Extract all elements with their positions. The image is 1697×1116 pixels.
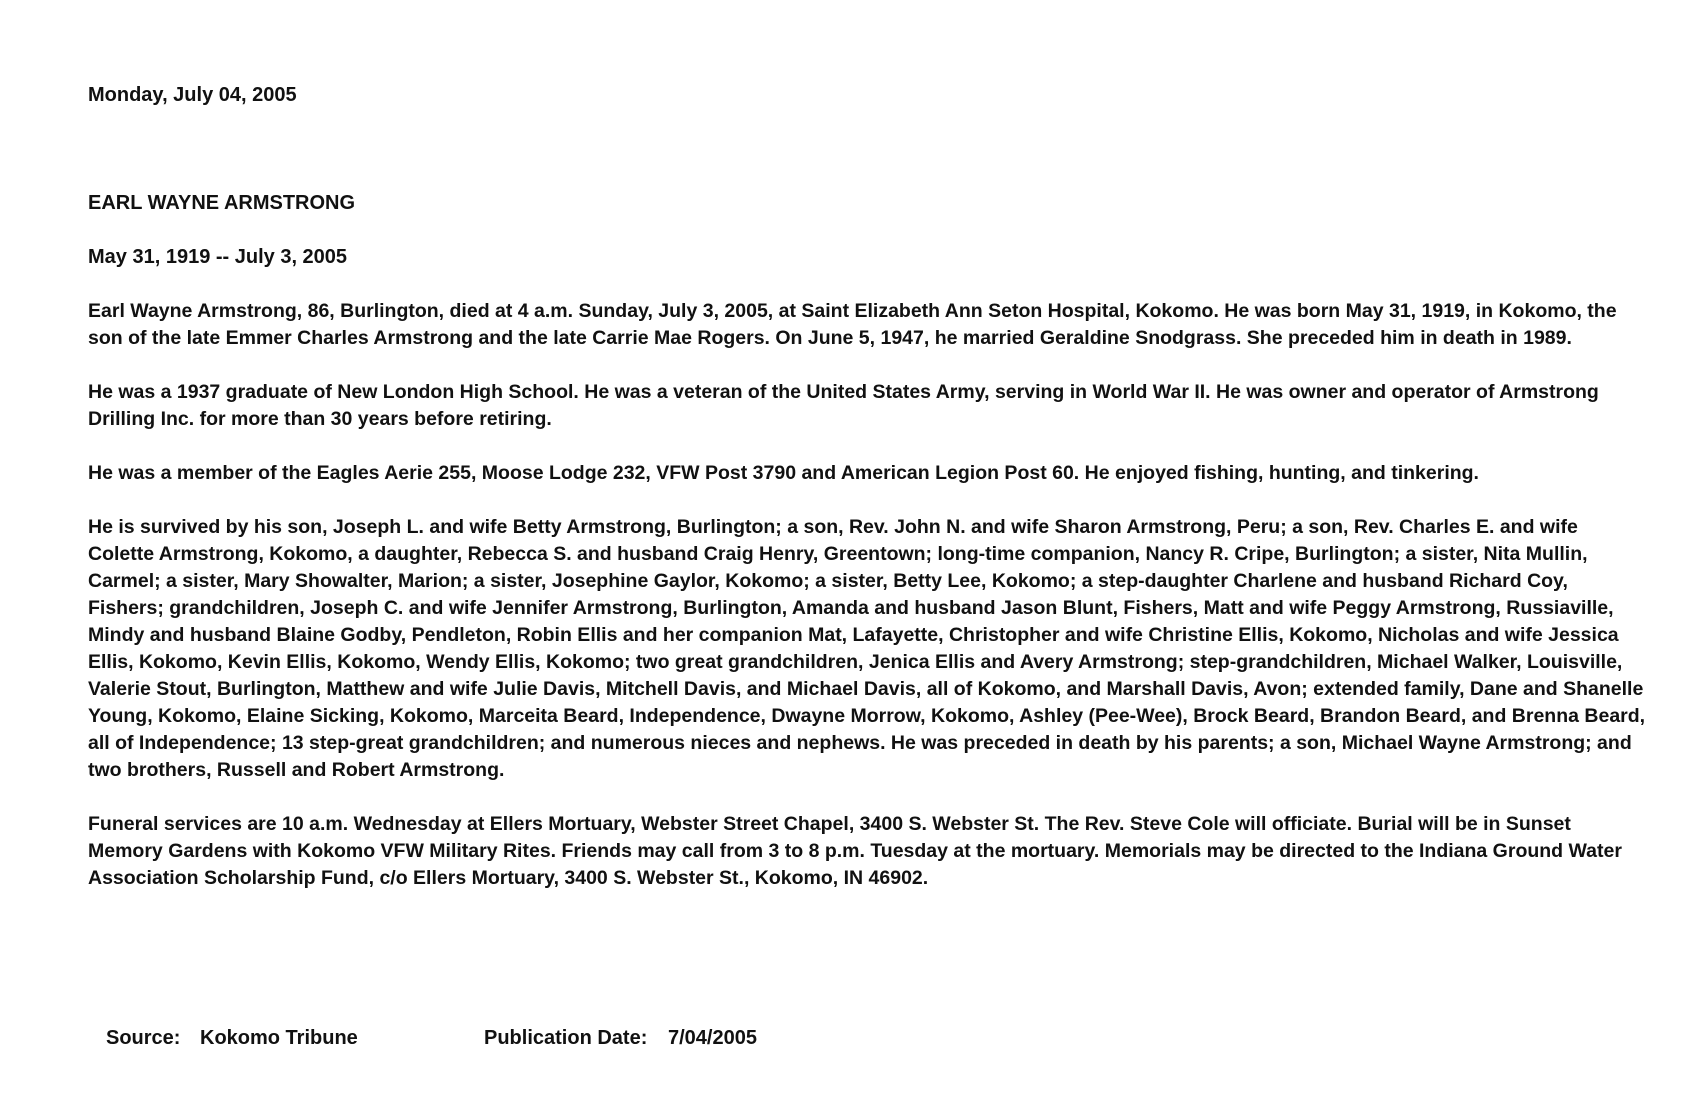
source-value: Kokomo Tribune bbox=[200, 1027, 358, 1049]
publication-date-label: Publication Date: bbox=[484, 1027, 648, 1049]
publication-date-value: 7/04/2005 bbox=[668, 1027, 757, 1049]
paragraph-death-notice: Earl Wayne Armstrong, 86, Burlington, died at 4 a.m. Sunday, July 3, 2005, at Saint Elizabeth Ann Seton Hospital, Kokomo. He was born May 31, 1919, in Kokomo, the son of the late Emmer Charles Armstrong and the late Carrie Mae Rogers. On June 5, 1947, he married Geraldine Snodgrass. She preceded him in death in 1989. bbox=[88, 300, 1617, 349]
paragraph-survivors: He is survived by his son, Joseph L. and wife Betty Armstrong, Burlington; a son, Rev. John N. and wife Sharon Armstrong, Peru; a son, Rev. Charles E. and wife Colette Armstrong, Kokomo, a daughter, Rebecca S. and husband Craig Henry, Greentown; long-time companion, Nancy R. Cripe, Burlington; a sister, Nita Mullin, Carmel; a sister, Mary Showalter, Marion; a sister, Josephine Gaylor, Kokomo; a sister, Betty Lee, Kokomo; a step-daughter Charlene and husband Richard Coy, Fishers; grandchildren, Joseph C. and wife Jennifer Armstrong, Burlington, Amanda and husband Jason Blunt, Fishers, Matt and wife Peggy Armstrong, Russiaville, Mindy and husband Blaine Godby, Pendleton, Robin Ellis and her companion Mat, Lafayette, Christopher and wife Christine Ellis, Kokomo, Nicholas and wife Jessica Ellis, Kokomo, Kevin Ellis, Kokomo, Wendy Ellis, Kokomo; two great grandchildren, Jenica Ellis and Avery Armstrong; step-grandchildren, Michael Walker, Louisville, Valerie Stout, Burlington, Matthew and wife Julie Davis, Mitchell Davis, and Michael Davis, all of Kokomo, and Marshall Davis, Avon; extended family, Dane and Shanelle Young, Kokomo, Elaine Sicking, Kokomo, Marceita Beard, Independence, Dwayne Morrow, Kokomo, Ashley (Pee-Wee), Brock Beard, Brandon Beard, and Brenna Beard, all of Independence; 13 step-great grandchildren; and numerous nieces and nephews. He was preceded in death by his parents; a son, Michael Wayne Armstrong; and two brothers, Russell and Robert Armstrong. bbox=[88, 516, 1646, 781]
paragraph-memberships: He was a member of the Eagles Aerie 255, Moose Lodge 232, VFW Post 3790 and American Legion Post 60. He enjoyed fishing, hunting, and tinkering. bbox=[88, 462, 1479, 484]
paragraph-career: He was a 1937 graduate of New London High School. He was a veteran of the United States Army, serving in World War II. He was owner and operator of Armstrong Drilling Inc. for more than 30 years before retiring. bbox=[88, 381, 1599, 430]
obituary-name: EARL WAYNE ARMSTRONG bbox=[88, 192, 356, 214]
header-date: Monday, July 04, 2005 bbox=[88, 84, 297, 106]
paragraph-services: Funeral services are 10 a.m. Wednesday at Ellers Mortuary, Webster Street Chapel, 3400 S. Webster St. The Rev. Steve Cole will officiate. Burial will be in Sunset Memory Gardens with Kokomo VFW Military Rites. Friends may call from 3 to 8 p.m. Tuesday at the mortuary. Memorials may be directed to the Indiana Ground Water Association Scholarship Fund, c/o Ellers Mortuary, 3400 S. Webster St., Kokomo, IN 46902. bbox=[88, 813, 1622, 889]
obituary-life-dates: May 31, 1919 -- July 3, 2005 bbox=[88, 246, 348, 268]
source-label: Source: bbox=[106, 1027, 181, 1049]
obituary-body bbox=[88, 298, 1648, 919]
